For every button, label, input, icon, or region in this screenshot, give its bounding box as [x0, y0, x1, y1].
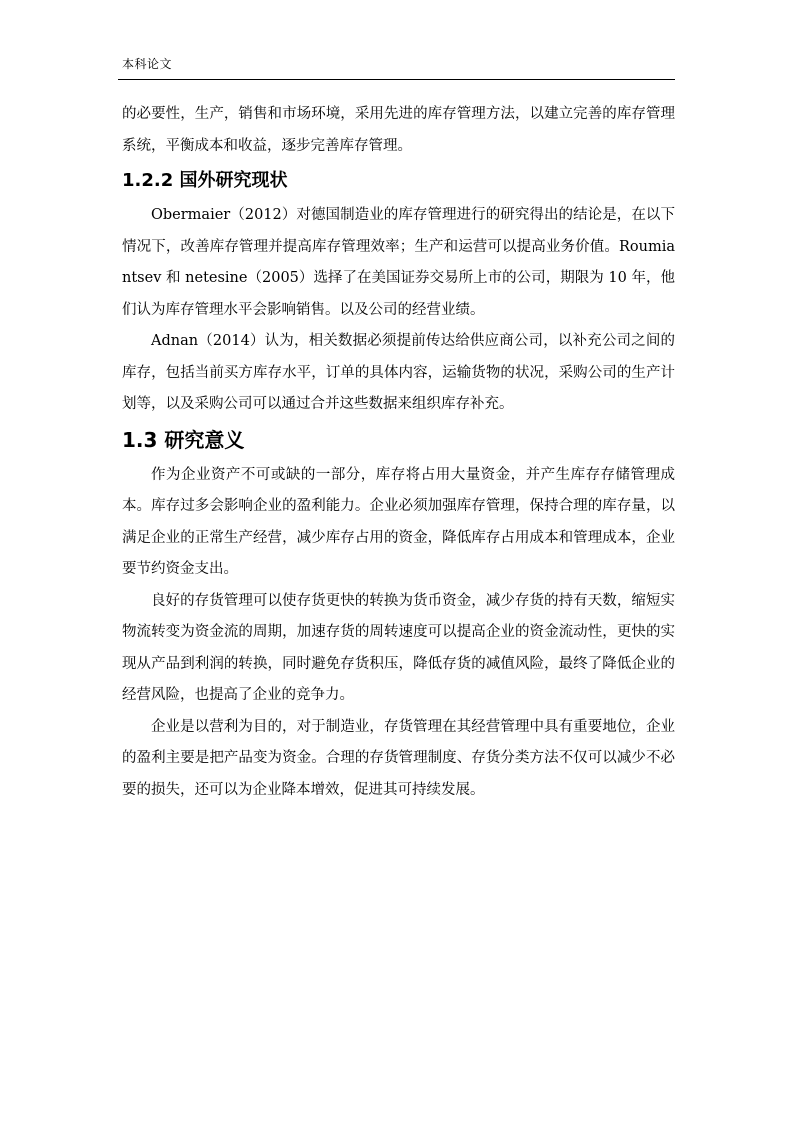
page-header: 本科论文 — [122, 57, 173, 71]
paragraph-continued: 的必要性，生产，销售和市场环境，采用先进的库存管理方法，以建立完善的库存管理系统，平衡成本和收益，逐步完善库存管理。 — [122, 106, 675, 154]
header-divider — [118, 79, 675, 80]
paragraph-obermaier: Obermaier（2012）对德国制造业的库存管理进行的研究得出的结论是，在以下情况下，改善库存管理并提高库存管理效率；生产和运营可以提高业务价值。Roumiantsev 和 netesine（2005）选择了在美国证券交易所上市的公司，期限为 10 年，他们认为库存管理水平会影响销售。以及公司的经营业绩。 — [122, 207, 675, 318]
paragraph-significance-2: 良好的存货管理可以使存货更快的转换为货币资金，减少存货的持有天数，缩短实物流转变为资金流的周期，加速存货的周转速度可以提高企业的资金流动性，更快的实现从产品到利润的转换，同时避免存货积压，降低存货的减值风险，最终了降低企业的经营风险，也提高了企业的竞争力。 — [122, 592, 675, 703]
section-heading-1-2-2: 1.2.2 国外研究现状 — [122, 170, 288, 191]
paragraph-significance-3: 企业是以营利为目的，对于制造业，存货管理在其经营管理中具有重要地位，企业的盈利主要是把产品变为资金。合理的存货管理制度、存货分类方法不仅可以减少不必要的损失，还可以为企业降本增效，促进其可持续发展。 — [122, 718, 675, 798]
paragraph-significance-1: 作为企业资产不可或缺的一部分，库存将占用大量资金，并产生库存存储管理成本。库存过多会影响企业的盈利能力。企业必须加强库存管理，保持合理的库存量，以满足企业的正常生产经营，减少库存占用的资金，降低库存占用成本和管理成本，企业要节约资金支出。 — [122, 466, 675, 577]
document-body — [122, 99, 675, 806]
paragraph-adnan: Adnan（2014）认为，相关数据必须提前传达给供应商公司，以补充公司之间的库存，包括当前买方库存水平，订单的具体内容，运输货物的状况，采购公司的生产计划等，以及采购公司可以通过合并这些数据来组织库存补充。 — [122, 333, 675, 412]
section-heading-1-3: 1.3 研究意义 — [122, 427, 245, 452]
